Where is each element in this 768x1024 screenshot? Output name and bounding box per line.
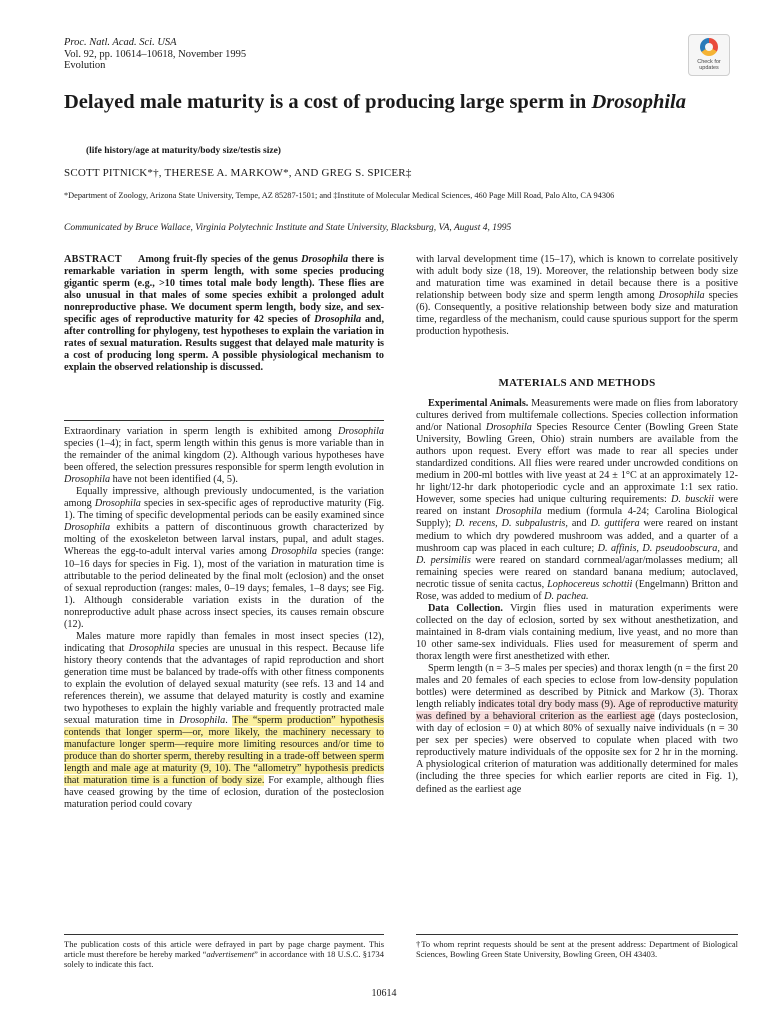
crossmark-icon — [700, 38, 718, 56]
introduction: Extraordinary variation in sperm length is exhibited among Drosophila species (1–4); in fact, sperm length within this genus is more variable than in the remainder of the animal kingdom (2). Although various hypotheses have been offered, the selection pressures responsible for sperm length evolution in Drosophila have not been identified (4, 5). Equally impressive, although previously undocumented, is the variation among Drosophila species in sex-specific ages of reproductive maturity (Fig. 1). The timing of specific developmental periods can be easily examined since Drosophila exhibits a pattern of discontinuous growth characterized by molting of the exoskeleton between larval instars, pupal, and adult stages. Whereas the egg-to-adult interval varies among Drosophila species (range: 10–16 days for species in Fig. 1), most of the variation in maturation time is attributable to the period delineated by the final molt (eclosion) and the onset of sexual reproduction (ranges: males, 0–19 days; females, 1–8 days; see Fig. 1). Although considerable variation exists in the duration of the nonreproductive adult phase across insect species, its causes remain obscure (12). Males mature more rapidly than females in most insect species (12), indicating that Drosophila species are unusual in this respect. Because life history theory contends that the advantages of rapid reproduction and short generation time must be balanced by trade-offs with other fitness components to explain the evolution of delayed sexual maturity (see refs. 13 and 14 and references therein), we assume that delayed maturity is costly and examine two hypotheses to explain the highly variable and frequently protracted male sexual maturation time in Drosophila. The “sperm production” hypothesis contends that longer sperm—or, more likely, the machinery necessary to manufacture longer sperm—require more limiting resources and/or time to produce than do shorter sperm, thereby resulting in a trade-off between sperm length and male age at maturity (9, 10). The “allometry” hypothesis predicts that maturation time is a function of body size. For example, although flies have ceased growing by the time of eclosion, duration of the posteclosion maturation period could covary — [64, 426, 385, 811]
experimental-animals-label: Experimental Animals. — [428, 398, 529, 409]
methods-text: were reared on standard cornmeal/agar/molasses medium; all remaining species were reared on standard banana medium; autoclaved, necrotic tissue of senita cactus, — [416, 554, 739, 590]
species-ref: D. pachea. — [544, 590, 589, 602]
genus-ref: Drosophila — [128, 642, 175, 654]
abstract — [64, 254, 384, 374]
methods-body — [416, 398, 738, 796]
footnote-text: ” in accordance with 18 U.S.C. §1734 solely to indicate this fact. — [64, 949, 384, 970]
keywords: (life history/age at maturity/body size/testis size) — [86, 146, 281, 156]
methods-text: and — [723, 542, 739, 554]
genus-ref: Drosophila — [94, 498, 141, 510]
journal-meta — [64, 37, 246, 72]
abstract-genus-2: Drosophila — [314, 314, 362, 326]
footnote-publication-costs — [64, 939, 384, 970]
intro-p2-b: species in sex-specific ages of reproductive maturity (Fig. 1). The timing of specific developmental periods can be easily examined since — [64, 498, 385, 522]
intro-p3-d: For example, although flies have ceased growing by the time of eclosion, duration of the posteclosion maturation period could covary — [64, 775, 384, 811]
methods-text: Virgin flies used in maturation experiments were collected on the day of eclosion, sorted by sex without anesthetization, and maintained in 8-dram vials containing medium, live yeast, and no more than 10 other same-sex individuals. Flies used for measurement of sperm and thorax length were first anesthetized with ether. — [416, 602, 738, 662]
methods-text: Sperm length (n = 3–5 males per species) and thorax length (n = the first 20 males and 20 females of each species to eclose from low-density population bottles) were determined as described by Pitnick and Markow (3). Thorax length reliably — [416, 663, 738, 711]
badge-label: Check for updates — [697, 59, 721, 71]
abstract-text-b: there is remarkable variation in sperm length, with some species producing gigantic sperm (e.g., >10 times total male body length). These flies are also unusual in that males of some species exhibit a prolonged adult nonreproductive phase. We document sperm length, body size, and sex-specific ages of reproductive maturity for 42 species of — [64, 254, 384, 326]
abstract-text-c: and, after controlling for phylogeny, test hypotheses to explain the variation in rates of sexual maturation. Results suggest that delayed male maturity is a cost of producing long sperm. A possible physiological mechanism to explain the observed relationship is discussed. — [64, 314, 385, 374]
genus-ref: Drosophila — [64, 522, 111, 534]
genus-ref: Drosophila — [658, 290, 705, 302]
methods-text: (days posteclosion, with day of eclosion = 0) at which 80% of sexually naive individuals (n = 30 per sex per species) were observed to copulate when placed with two reproductively mature individuals of the opposite sex for 2 hr in the morning. A physiological criterion of maturation was additionally determined for males (including the three species for which earlier reports are cited in Fig. 1), defined as the earliest age — [416, 711, 739, 795]
methods-text: were reared on instant medium to which dry powdered mushroom was added, and a quarter of a mushroom cap was placed in each culture; — [416, 518, 739, 554]
genus-ref: Drosophila — [179, 715, 226, 727]
methods-text: (Engelmann) Britton and Rose, was added to medium of — [416, 578, 738, 602]
title-text: Delayed male maturity is a cost of producing large sperm in — [64, 91, 587, 113]
intro-p1-b: species (1–4); in fact, sperm length within this genus is more variable than in the remainder of the animal kingdom (2). Although various hypotheses have been offered, the selection pressures responsible for sperm length evolution in — [64, 438, 384, 474]
article-title — [64, 92, 704, 113]
genus-ref: Drosophila — [337, 426, 385, 437]
methods-text: Species Resource Center (Bowling Green State University, Bowling Green, Ohio) strain numbers are available from the authors upon request. Every effort was made to rear all species under standardized conditions. All flies were reared under uncrowded conditions on medium in 200-ml bottles with live yeast at 24 ± 1°C at an approximately 12-hr light/12-hr dark photoperiodic cycle and an approximate 1:1 sex ratio. However, some species had unique culturing requirements: — [416, 422, 739, 506]
abstract-divider — [64, 420, 384, 421]
methods-text: medium (formula 4-24; Carolina Biological Supply); — [416, 506, 739, 530]
intro-p2-a: Equally impressive, although previously undocumented, is the variation among — [64, 486, 384, 510]
abstract-text-a: Among fruit-fly species of the genus — [137, 254, 298, 265]
intro-cont-b: species (6). Consequently, a positive relationship between body size and maturation time, regardless of the mechanism, could cause spurious support for the sperm production hypothesis. — [416, 290, 739, 338]
methods-text: Measurements were made on flies from laboratory cultures derived from multifemale collections. Species collection information and/or National — [416, 398, 738, 434]
check-for-updates-badge[interactable] — [688, 34, 730, 76]
highlighted-hypotheses: The “sperm production” hypothesis contends that longer sperm—or, more likely, the machinery necessary to manufacture longer sperm—require more limiting resources and/or time to produce than do shorter sperm, thereby resulting in a trade-off between sperm length and male age at maturity (9, 10). The “allometry” hypothesis predicts that maturation time is a function of body size. — [64, 715, 384, 787]
methods-text: were reared on instant — [416, 494, 738, 518]
genus-ref: Drosophila — [271, 546, 318, 558]
footnote-divider-left — [64, 934, 384, 935]
species-ref: Lophocereus schottii — [547, 578, 633, 590]
genus-ref: Drosophila — [495, 506, 542, 518]
page-number: 10614 — [371, 988, 397, 999]
methods-text: and — [571, 518, 587, 530]
species-ref: D. guttifera — [590, 518, 640, 530]
intro-p3-a: Males mature more rapidly than females in most insect species (12), indicating that — [64, 630, 384, 654]
species-ref: D. affinis, D. pseudoobscura, — [597, 542, 720, 554]
abstract-label: ABSTRACT — [64, 254, 122, 265]
authors: SCOTT PITNICK*†, THERESE A. MARKOW*, AND GREG S. SPICER‡ — [64, 167, 412, 179]
highlighted-maturity-definition: indicates total dry body mass (9). Age of reproductive maturity was defined by a behavioral criterion as the earliest age — [416, 699, 738, 723]
intro-cont-a: with larval development time (15–17), which is known to correlate positively with adult body size (18, 19). Moreover, the relationship between body size and maturation time was examined in detail because there is a positive relationship between body size and sperm length among — [416, 254, 738, 302]
footnote-text: The publication costs of this article were defrayed in part by page charge payment. This article must therefore be hereby marked “ — [64, 939, 384, 960]
journal-name: Proc. Natl. Acad. Sci. USA — [64, 37, 177, 48]
section-label: Evolution — [64, 60, 106, 71]
intro-p2-c: exhibits a pattern of discontinuous growth characterized by molting of the exoskeleton between larval instars, pupal, and adult stages. Whereas the egg-to-adult interval varies among — [64, 522, 385, 558]
species-ref: D. busckii — [671, 494, 714, 506]
footnote-reprint: †To whom reprint requests should be sent at the present address: Department of Biological Sciences, Bowling Green State University, Bowling Green, OH 43403. — [416, 939, 738, 960]
communicated-by: Communicated by Bruce Wallace, Virginia Polytechnic Institute and State University, Blacksburg, VA, August 4, 1995 — [64, 223, 512, 233]
data-collection-label: Data Collection. — [428, 602, 503, 614]
affiliations: *Department of Zoology, Arizona State University, Tempe, AZ 85287-1501; and ‡Institute of Molecular Medical Sciences, 460 Page Mill Road, Palo Alto, CA 94306 — [64, 191, 615, 200]
intro-p3-b: species are unusual in this respect. Because life history theory contends that the advantages of rapid reproduction and short generation time must be balanced by trade-offs with other fitness components to explain the evolution of delayed sexual maturity (see refs. 13 and 14 and references therein), we assume that delayed maturity is costly and examine two hypotheses to explain the highly variable and frequently protracted male sexual maturation time in — [64, 642, 384, 727]
species-ref: D. persimilis — [416, 554, 471, 566]
title-genus: Drosophila — [591, 91, 687, 113]
intro-p1-c: have not been identified (4, 5). — [112, 474, 238, 486]
intro-continued — [416, 254, 738, 338]
genus-ref: Drosophila — [64, 474, 111, 486]
footnote-italic: advertisement — [206, 949, 255, 960]
species-ref: D. recens, D. subpalustris, — [455, 518, 568, 530]
volume-line: Vol. 92, pp. 10614–10618, November 1995 — [64, 48, 247, 60]
intro-p1-a: Extraordinary variation in sperm length is exhibited among — [64, 426, 332, 437]
abstract-genus: Drosophila — [301, 254, 349, 265]
intro-p2-d: species (range: 10–16 days for species in Fig. 1), most of the variation in maturation time is attributable to the period delineated by the final molt (eclosion) and the onset of sexual reproduction (ranges: males, 0–19 days; females, 1–8 days; see Fig. 1). Although considerable variation exists in the duration of the nonreproductive adult phase across insect species, its causes remain obscure (12). — [64, 546, 385, 630]
footnote-divider-right — [416, 934, 738, 935]
methods-heading: MATERIALS AND METHODS — [498, 377, 656, 389]
genus-ref: Drosophila — [485, 422, 532, 434]
